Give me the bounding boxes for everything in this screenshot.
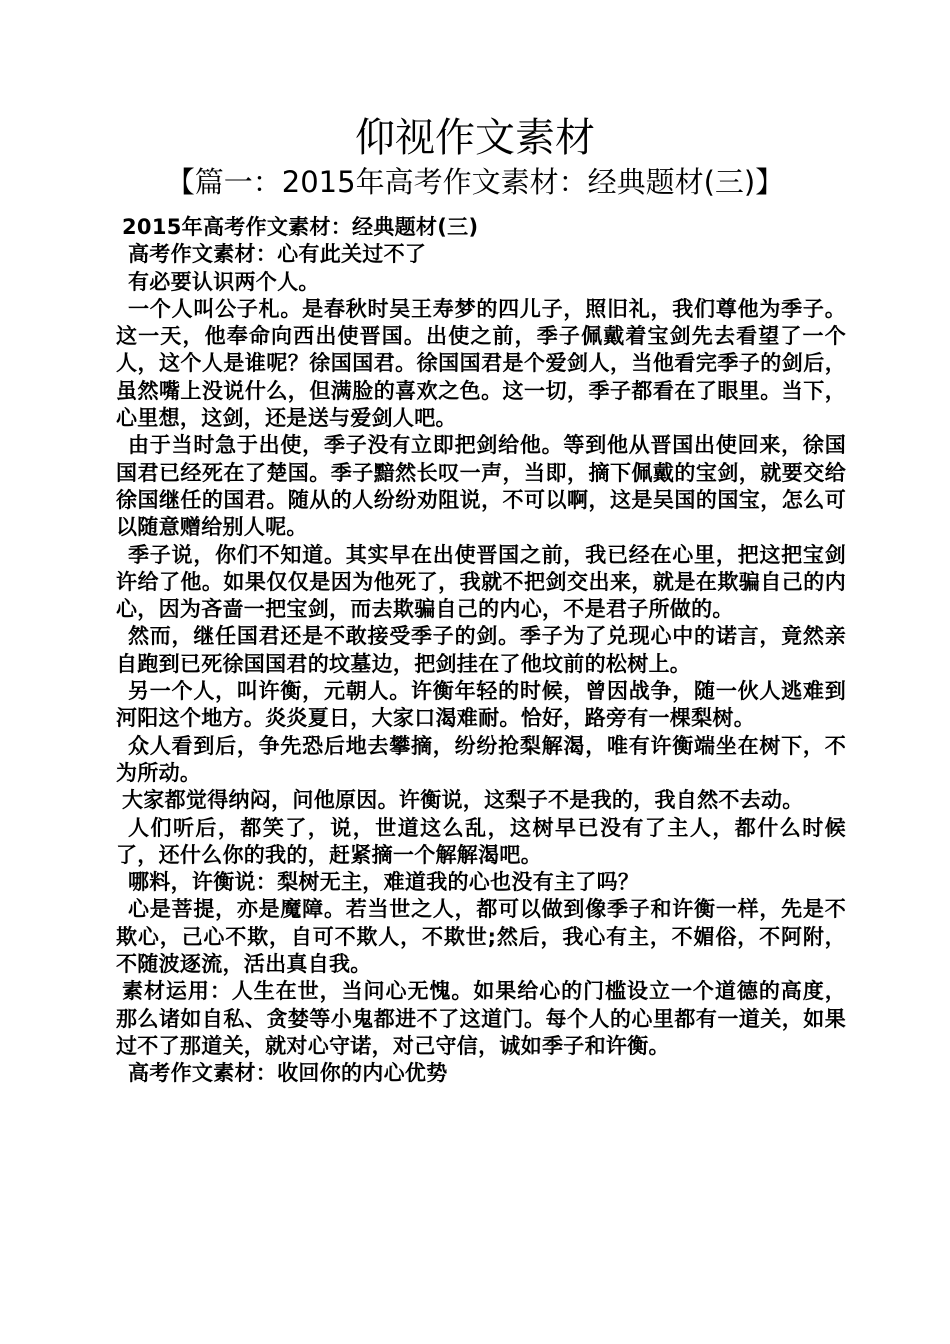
page-subtitle: 【篇一：2015年高考作文素材：经典题材(三)】 [165, 165, 785, 199]
paragraph: 季子说，你们不知道。其实早在出使晋国之前，我已经在心里，把这把宝剑许给了他。如果仅仅是因为他死了，我就不把剑交出来，就是在欺骗自己的内心，因为吝啬一把宝剑，而去欺骗自己的内心，不是君子所做的。 [116, 542, 846, 622]
article-body [116, 214, 846, 1088]
paragraph: 众人看到后，争先恐后地去攀摘，纷纷抢梨解渴，唯有许衡端坐在树下，不为所动。 [116, 733, 846, 785]
paragraph: 然而，继任国君还是不敢接受季子的剑。季子为了兑现心中的诺言，竟然亲自跑到已死徐国国君的坟墓边，把剑挂在了他坟前的松树上。 [116, 624, 846, 676]
paragraph: 大家都觉得纳闷，问他原因。许衡说，这梨子不是我的，我自然不去动。 [122, 788, 804, 813]
paragraph: 心是菩提，亦是魔障。若当世之人，都可以做到像季子和许衡一样，先是不欺心，己心不欺，自可不欺人，不欺世;然后，我心有主，不媚俗，不阿附，不随波逐流，活出真自我。 [116, 897, 846, 977]
paragraph: 另一个人，叫许衡，元朝人。许衡年轻的时候，曾因战争，随一伙人逃难到河阳这个地方。炎炎夏日，大家口渴难耐。恰好，路旁有一棵梨树。 [116, 679, 846, 731]
paragraph: 有必要认识两个人。 [128, 269, 320, 294]
paragraph-section-title: 高考作文素材：心有此关过不了 [128, 242, 427, 267]
page-title: 仰视作文素材 [355, 115, 595, 161]
paragraph-section-title: 高考作文素材：收回你的内心优势 [128, 1061, 448, 1086]
paragraph: 哪料，许衡说：梨树无主，难道我的心也没有主了吗？ [128, 870, 640, 895]
paragraph: 素材运用：人生在世，当问心无愧。如果给心的门槛设立一个道德的高度，那么诸如自私、贪婪等小鬼都进不了这道门。每个人的心里都有一道关，如果过不了那道关，就对心守诺，对己守信，诚如季子和许衡。 [116, 979, 846, 1058]
paragraph: 人们听后，都笑了，说，世道这么乱，这树早已没有了主人，都什么时候了，还什么你的我的，赶紧摘一个解解渴吧。 [116, 815, 846, 867]
paragraph-heading: 2015年高考作文素材：经典题材(三) [122, 215, 479, 239]
paragraph: 一个人叫公子札。是春秋时吴王寿梦的四儿子，照旧礼，我们尊他为季子。这一天，他奉命向西出使晋国。出使之前，季子佩戴着宝剑先去看望了一个人，这个人是谁呢？徐国国君。徐国国君是个爱剑人，当他看完季子的剑后，虽然嘴上没说什么，但满脸的喜欢之色。这一切，季子都看在了眼里。当下，心里想，这剑，还是送与爱剑人吧。 [116, 296, 846, 431]
paragraph: 由于当时急于出使，季子没有立即把剑给他。等到他从晋国出使回来，徐国国君已经死在了楚国。季子黯然长叹一声，当即，摘下佩戴的宝剑，就要交给徐国继任的国君。随从的人纷纷劝阻说，不可以啊，这是吴国的国宝，怎么可以随意赠给别人呢。 [116, 433, 846, 540]
